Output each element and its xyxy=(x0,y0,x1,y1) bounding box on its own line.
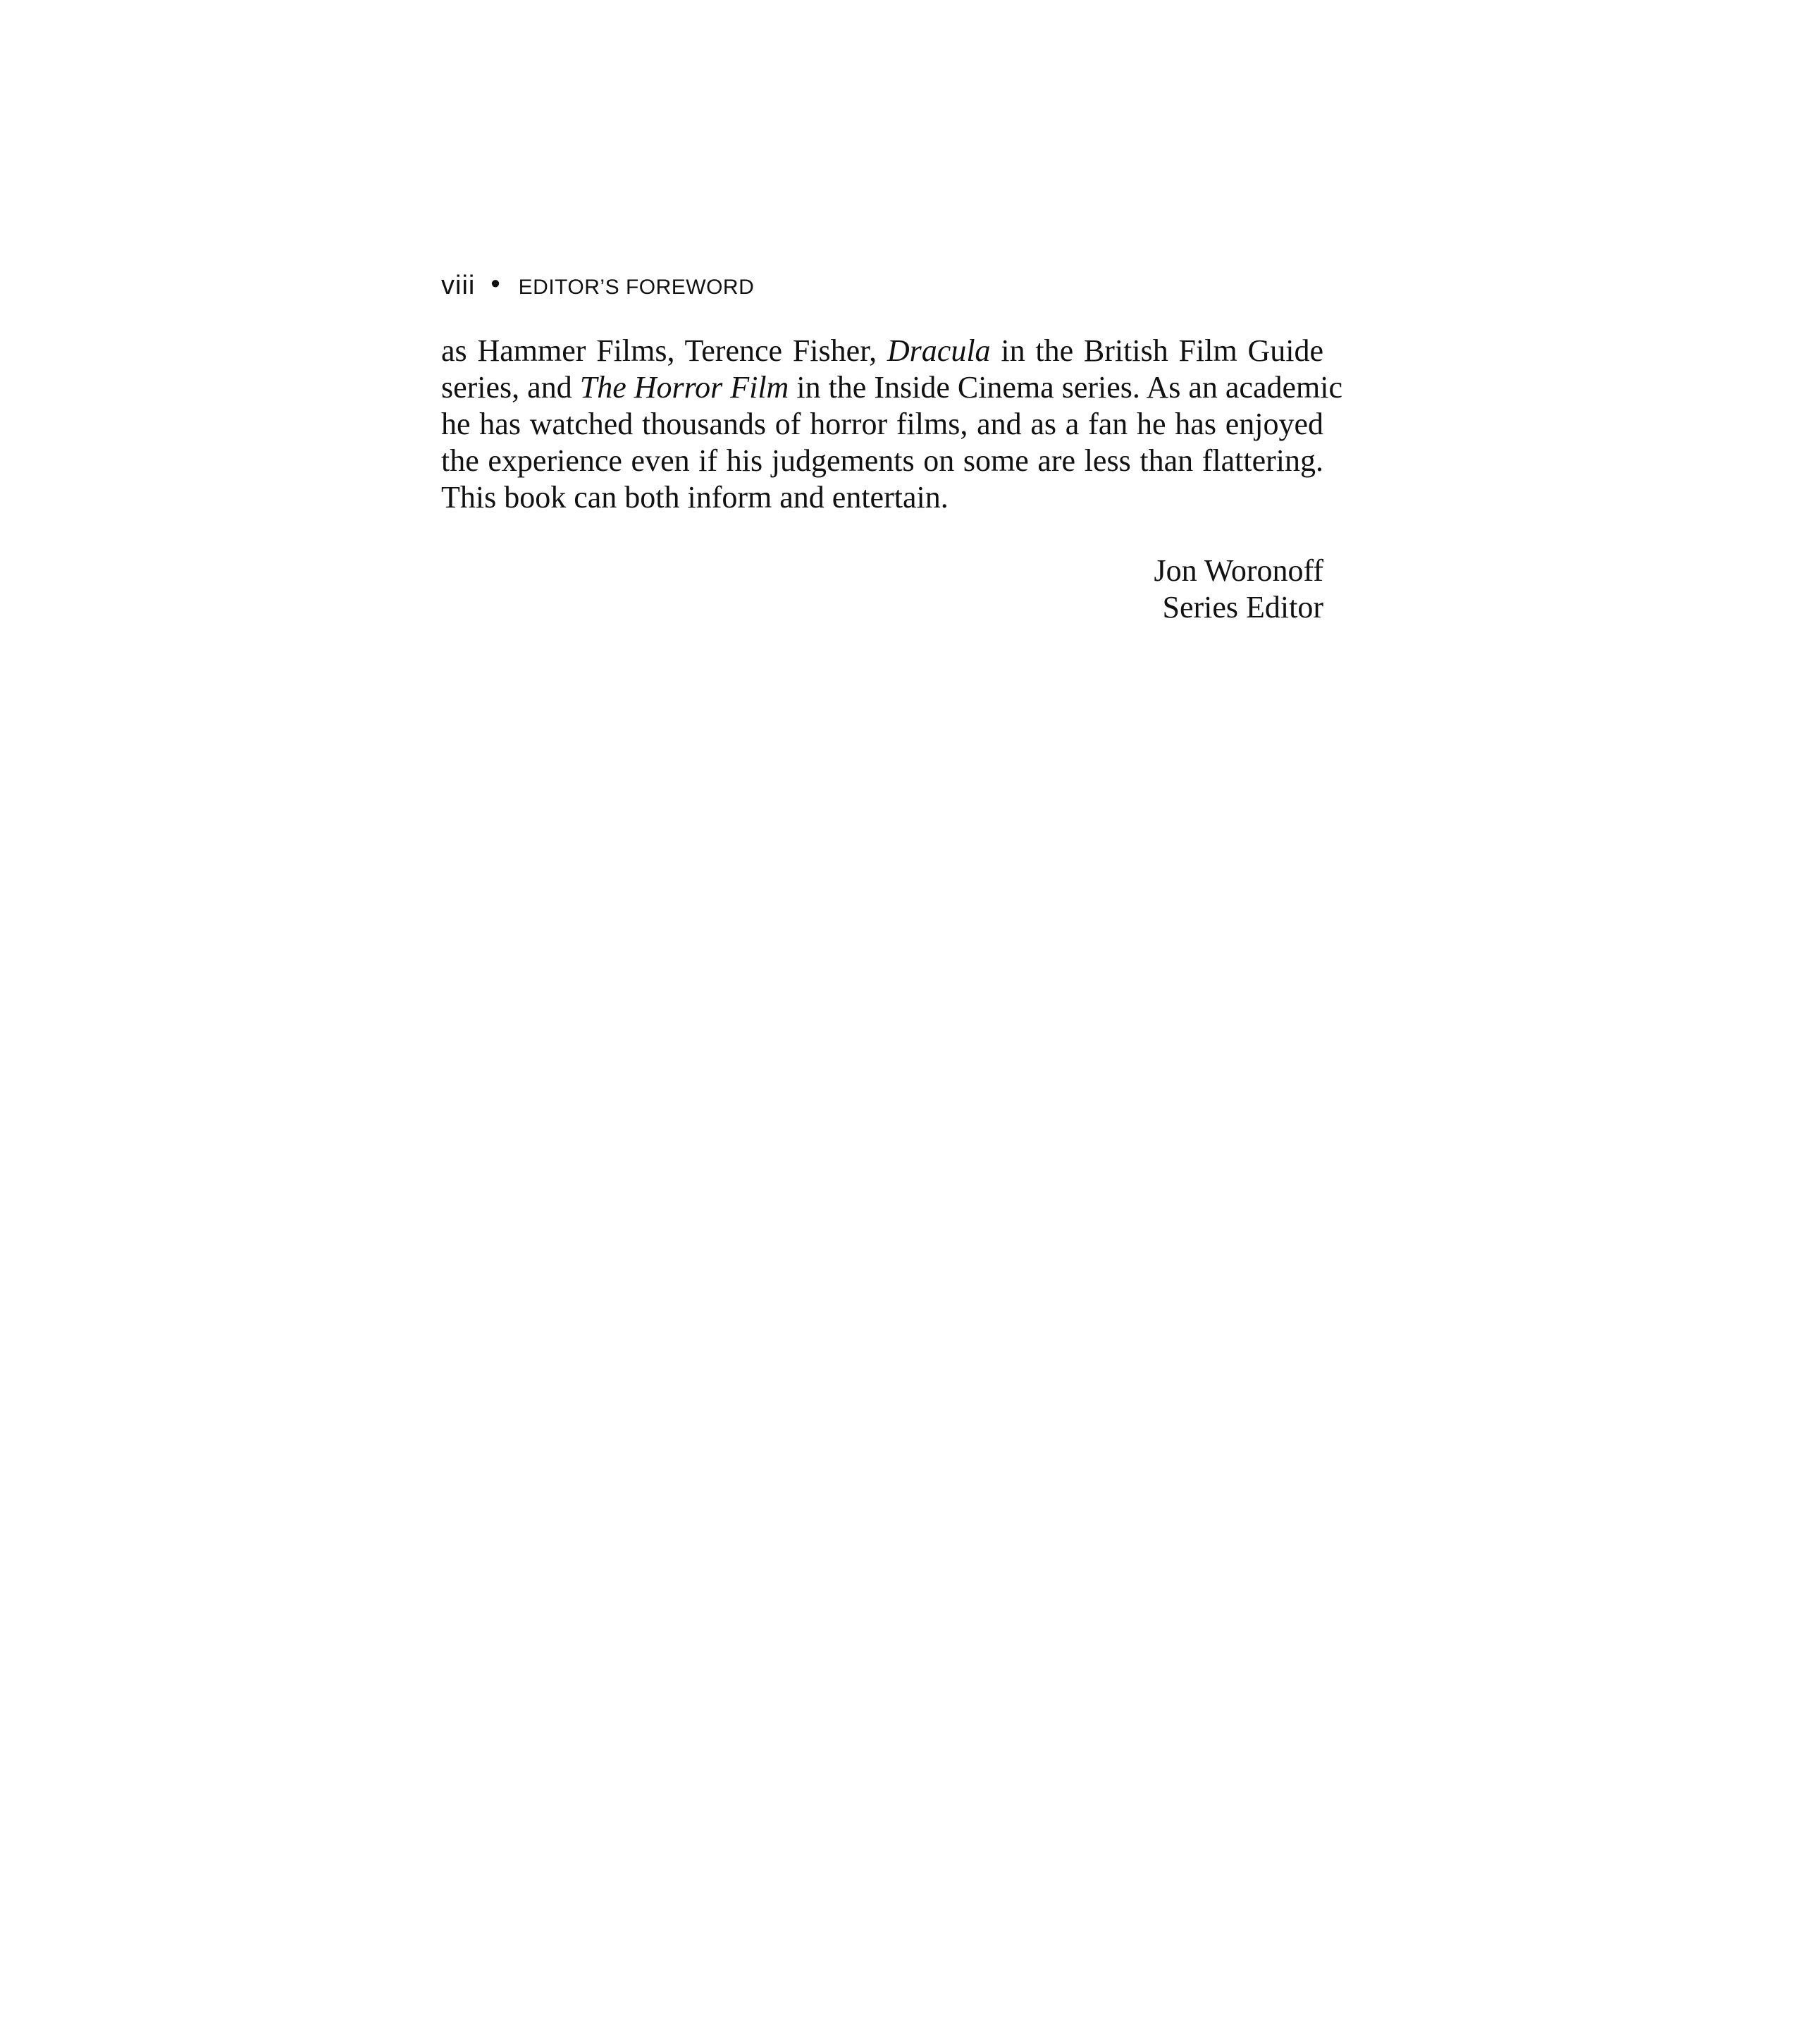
text-run: in the British Film Guide xyxy=(990,333,1324,368)
paragraph-line xyxy=(441,369,1342,406)
paragraph-line: This book can both inform and entertain. xyxy=(441,480,949,515)
text-run: in the Inside Cinema series. As an academic xyxy=(789,370,1342,405)
signature-block xyxy=(971,553,1323,626)
paragraph-line xyxy=(441,333,1323,369)
running-head xyxy=(441,271,754,306)
paragraph-line: he has watched thousands of horror films, and as a fan he has enjoyed xyxy=(441,407,1323,441)
bullet-separator: • xyxy=(490,269,500,299)
paragraph-line: the experience even if his judgements on some are less than flattering. xyxy=(441,443,1323,478)
text-run: series, and xyxy=(441,370,580,405)
page-number: viii xyxy=(441,271,476,300)
italic-title-horror-film: The Horror Film xyxy=(579,370,789,405)
section-title: EDITOR’S FOREWORD xyxy=(518,276,755,299)
signature-title: Series Editor xyxy=(1162,590,1323,624)
signature-name: Jon Woronoff xyxy=(1154,553,1323,588)
body-paragraph xyxy=(441,333,1342,516)
text-run: as Hammer Films, Terence Fisher, xyxy=(441,333,887,368)
italic-title-dracula: Dracula xyxy=(887,333,991,368)
